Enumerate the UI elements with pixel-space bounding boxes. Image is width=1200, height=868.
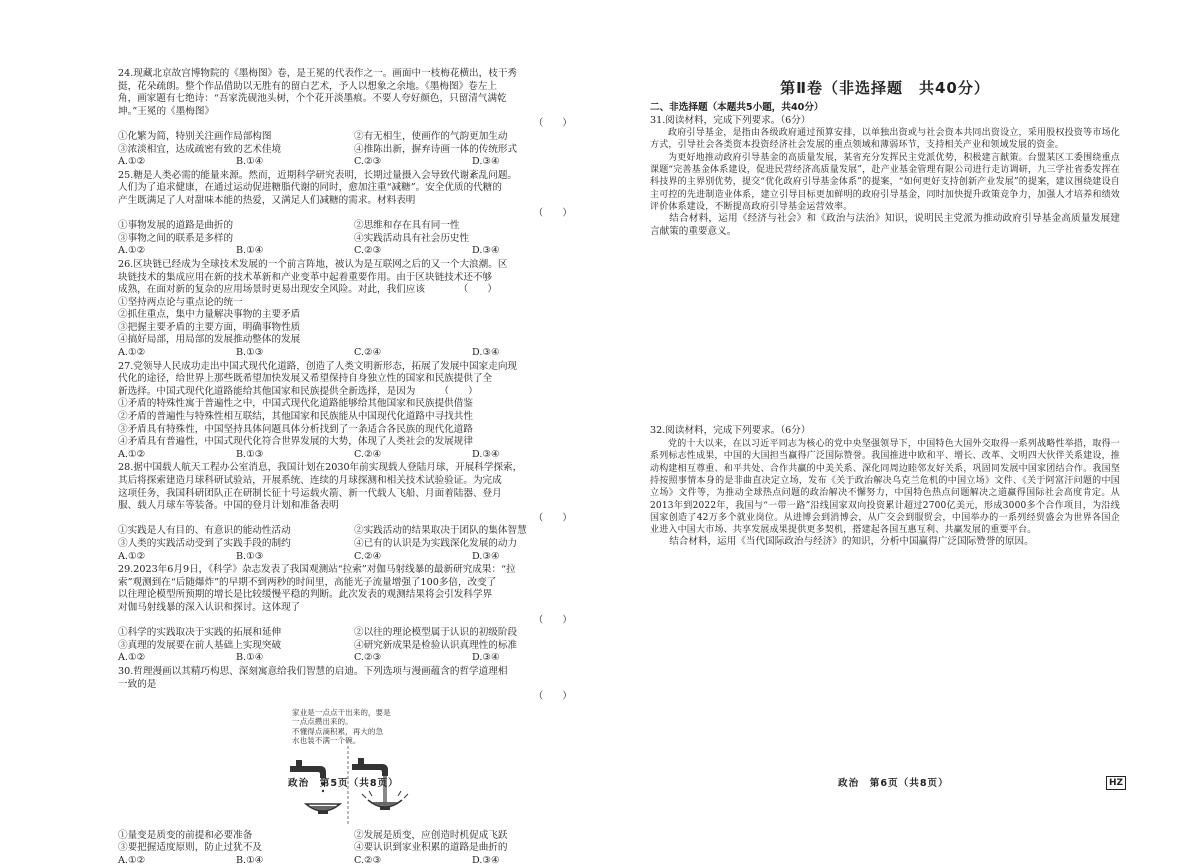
q25-line: 产生既满足了人对甜味本能的热爱，又满足人们减糖的需求。材料表明	[118, 194, 416, 206]
faucet-bowl-drawing	[288, 708, 408, 826]
choice: D.③④	[472, 652, 500, 664]
q29-answer-bracket: （ ）	[533, 614, 572, 626]
q31-material: 为更好地推动政府引导基金的高质量发展，某省充分发挥民主党派优势，积极建言献策。台盟某区工委围绕重点课题“完善基金体系建设，促进民营经济高质量发展”，赴产业基金管理有限公司进行走访调研，九三学社省委发挥在科技界的主界别优势，提交“优化政府引导基金体系”的提案，“如何更好支持创新产业发展”的提案，建议围绕建设自主可控的先进制造业体系，建立引导目标更加鲜明的政府引导基金，同时加快提升政策竞争力，加强人才培养和绩效评价体系建设，不断提高政府引导基金运营效率。	[650, 152, 1121, 212]
question-24	[118, 68, 590, 169]
q24-line: 角，画家题有七绝诗：“吾家洗砚池头树，个个花开淡墨痕。不要人夸好颜色，只留清气满乾	[118, 93, 507, 105]
q29-line: 以往理论模型所预期的增长是比较缓慢平稳的判断。此次发表的观测结果将会引发科学界	[118, 589, 493, 601]
option: ③要把握适度原则，防止过犹不及	[118, 842, 262, 854]
q31-head: 31.阅读材料，完成下列要求。（6分）	[650, 114, 811, 126]
q24-answer-bracket: （ ）	[533, 118, 572, 130]
q32-head: 32.阅读材料，完成下列要求。（6分）	[650, 425, 811, 437]
choice: C.②③	[354, 652, 382, 664]
question-30	[118, 666, 590, 868]
q25-line: 25.糖是人类必需的能量来源。然而，近期科学研究表明，长期过量摄入会导致代谢紊乱问题。	[118, 169, 518, 181]
statement: ④矛盾具有普遍性，中国式现代化符合世界发展的大势，体现了人类社会的发展规律	[118, 436, 473, 448]
q31-material: 政府引导基金，是指由各级政府通过预算安排，以单独出资或与社会资本共同出资设立，采用股权投资等市场化方式，引导社会各类资本投资经济社会发展的重点领域和薄弱环节，支持相关产业和领域发展的资金。	[650, 128, 1120, 151]
statement: ③把握主要矛盾的主要方面，明确事物性质	[118, 321, 301, 333]
option: ②发展是质变，应创造时机促成飞跃	[354, 829, 508, 841]
choice: D.③④	[472, 550, 500, 562]
option: ④已有的认识是为实践深化发展的动力	[354, 537, 518, 549]
choice: B.①③	[236, 550, 264, 562]
option: ①实践是人有目的、有意识的能动性活动	[118, 525, 291, 537]
q27-line: 代化的途径，给世界上那些既希望加快发展又希望保持自身独立性的国家和民族提供了全	[118, 373, 493, 385]
cartoon-illustration	[288, 708, 408, 826]
option: ①事物发展的道路是曲折的	[118, 220, 234, 232]
question-26	[118, 259, 590, 360]
question-27	[118, 361, 590, 462]
choice: A.①②	[118, 245, 146, 257]
q28-line: 其后将探索建造月球科研试验站，开展系统、连续的月球探测和相关技术试验验证。为完成	[118, 475, 502, 486]
option: ④研究新成果是检验认识真理性的标准	[354, 639, 518, 651]
right-column	[650, 78, 1120, 550]
q24-line: 挺，花朵疏朗。整个作品借助以无胜有的留白艺术，予人以想象之余地。《墨梅图》卷左上	[118, 80, 497, 92]
choice: B.①③	[236, 347, 264, 359]
option: ①量变是质变的前提和必要准备	[118, 829, 253, 841]
q29-options	[118, 627, 590, 652]
q27-choices	[118, 449, 590, 462]
choice: A.①②	[118, 347, 146, 359]
q29-line: 对伽马射线暴的深入认识和探讨。这体现了	[118, 601, 301, 613]
q25-options	[118, 220, 590, 245]
question-28	[118, 462, 590, 563]
q27-line: 新选择。中国式现代化道路能给其他国家和民族提供全新选择，是因为 （ ）	[118, 385, 478, 397]
option: ①化繁为简，特别关注画作局部构图	[118, 130, 272, 142]
choice: A.①②	[118, 652, 146, 664]
section-subtitle: 二、非选择题（本题共5小题，共40分）	[650, 102, 824, 113]
q29-line: 索”观测到在“后随爆炸”的早期不到两秒的时间里，高能光子流量增强了100多倍，改变了	[118, 576, 497, 588]
option: ②思维和存在具有同一性	[354, 220, 460, 232]
choice: B.①③	[236, 448, 264, 460]
page-footer-right: 政治 第6页（共8页）	[838, 778, 949, 789]
cartoon-caption-line: 家业是一点点干出来的，要是	[292, 707, 391, 717]
left-column	[118, 68, 590, 868]
option: ②有无相生，使画作的气韵更加生动	[354, 130, 508, 142]
q30-answer-bracket: （ ）	[533, 691, 572, 703]
q24-line: 坤。”王冕的《墨梅图》	[118, 105, 215, 117]
option: ③真理的发展要在前人基础上实现突破	[118, 639, 282, 651]
cartoon-caption-line: 水也装不满一个碗。	[292, 736, 361, 746]
q28-line: 服、载人月球车等装备。中国的登月计划和准备表明	[118, 500, 339, 512]
q27-line: 27.党领导人民成功走出中国式现代化道路，创造了人类文明新形态，拓展了发展中国家走向现	[118, 360, 518, 372]
q28-answer-bracket: （ ）	[533, 512, 572, 524]
q28-line: 28.据中国载人航天工程办公室消息，我国计划在2030年前实现载人登陆月球，开展科学探索，	[118, 462, 523, 474]
q26-line: 成熟，在面对新的复杂的应用场景时更易出现安全风险。对此，我们应该 （ ）	[118, 284, 497, 296]
statement: ④搞好局部，用局部的发展推动整体的发展	[118, 334, 301, 346]
choice: B.①④	[236, 652, 264, 664]
choice: D.③④	[472, 347, 500, 359]
choice: B.①④	[236, 854, 264, 866]
q30-line: 30.哲理漫画以其精巧构思、深刻寓意给我们智慧的启迪。下列选项与漫画蕴含的哲学道理相	[118, 665, 508, 677]
edition-badge: HZ	[1106, 776, 1126, 790]
q28-line: 这项任务，我国科研团队正在研制长征十号运载火箭、新一代载人飞船、月面着陆器、登月	[118, 487, 502, 499]
q24-line: 24.现藏北京故宫博物院的《墨梅图》卷，是王冕的代表作之一。画面中一枝梅花横出，枝干秀	[118, 68, 518, 79]
option: ②以往的理论模型属于认识的初级阶段	[354, 627, 518, 639]
q30-line: 一致的是	[118, 678, 157, 690]
choice: D.③④	[472, 448, 500, 460]
q25-line: 人们为了追求健康，在通过运动促进糖脂代谢的同时，愈加注重“减糖”。安全优质的代糖的	[118, 182, 502, 194]
option: ④实践活动具有社会历史性	[354, 232, 470, 244]
choice: A.①②	[118, 156, 146, 168]
q26-line: 块链技术的集成应用在新的技术革新和产业变革中起着重要作用。由于区块链技术还不够	[118, 271, 493, 283]
answer-space	[650, 239, 1120, 425]
choice: C.②③	[354, 245, 382, 257]
choice: D.③④	[472, 245, 500, 257]
q30-choices	[118, 855, 590, 868]
q28-choices	[118, 551, 590, 564]
option: ③浓淡相宜，达成疏密有致的艺术佳境	[118, 143, 282, 155]
q25-choices	[118, 245, 590, 258]
option: ②实践活动的结果取决于团队的集体智慧	[354, 525, 527, 537]
option: ④要认识到家业积累的道路是曲折的	[354, 842, 508, 854]
choice: C.②④	[354, 448, 382, 460]
page-footer-left: 政治 第5页（共8页）	[288, 778, 399, 789]
choice: C.②④	[354, 347, 382, 359]
statement: ③矛盾具有特殊性，中国坚持具体问题具体分析找到了一条适合各民族的现代化道路	[118, 423, 473, 435]
q29-choices	[118, 652, 590, 665]
q30-options	[118, 830, 590, 855]
q32-material: 党的十大以来，在以习近平同志为核心的党中央坚强领导下，中国特色大国外交取得一系列战略性举措，取得一系列标志性成果，中国的大国担当赢得广泛国际赞誉。我国推进中欧和平、增长、改革、文明四大伙伴关系建设，推动构建相互尊重、和平共处、合作共赢的中美关系、深化同周边睦邻友好关系，巩固同发展中国家团结合作。我国坚持按照事情本身的是非曲直决定立场，发布《关于政治解决乌克兰危机的中国立场》文件、《关于阿富汗问题的中国立场》文件等，为推动全球热点问题的政治解决不懈努力，中国特色热点问题解决之道赢得国际社会高度肯定。从2013年到2022年，我国与“一带一路”沿线国家双向投资累计超过2700亿美元，形成3000多个合作项目，为沿线国家创造了42万多个就业岗位。从进博会到消博会，从广交会到服贸会，中国举办的一系列经贸盛会为世界各国企业进入中国大市场、共享发展成果提供更多契机，搭建起各国互惠互利、共赢发展的重要平台。	[650, 439, 1120, 536]
q27-statements	[118, 398, 590, 448]
question-31	[650, 115, 1120, 239]
cartoon-caption-line: 不懂得点滴积累，再大的急	[292, 726, 384, 736]
choice: C.②③	[354, 854, 382, 866]
q31-task: 结合材料，运用《经济与社会》和《政治与法治》知识，说明民主党派为推动政府引导基金高质量发展建言献策的重要意义。	[650, 213, 1120, 237]
choice: D.③④	[472, 156, 500, 168]
statement: ①矛盾的特殊性寓于普遍性之中，中国式现代化道路能够给其他国家和民族提供借鉴	[118, 398, 473, 410]
section-title: 第Ⅱ卷（非选择题 共40分）	[780, 79, 990, 97]
choice: B.①④	[236, 156, 264, 168]
question-25	[118, 170, 590, 258]
question-29	[118, 564, 590, 665]
choice: D.③④	[472, 854, 500, 866]
q25-answer-bracket: （ ）	[533, 207, 572, 219]
choice: B.①④	[236, 245, 264, 257]
statement: ②矛盾的普遍性与特殊性相互联结，其他国家和民族能从中国现代化道路中寻找共性	[118, 411, 473, 423]
q32-task: 结合材料，运用《当代国际政治与经济》的知识，分析中国赢得广泛国际赞誉的原因。	[669, 536, 1034, 548]
q26-statements	[118, 297, 590, 347]
question-32	[650, 425, 1120, 549]
q26-choices	[118, 347, 590, 360]
q26-line: 26.区块链已经成为全球技术发展的一个前言阵地，被认为是互联网之后的又一个大浪潮。区	[118, 258, 508, 270]
q29-line: 29.2023年6月9日，《科学》杂志发表了我国观测站“拉索”对伽马射线暴的最新研究成果：“拉	[118, 564, 516, 576]
statement: ②抓住重点，集中力量解决事物的主要矛盾	[118, 309, 301, 321]
q28-options	[118, 525, 590, 550]
statement: ①坚持两点论与重点论的统一	[118, 296, 243, 308]
q24-choices	[118, 156, 590, 169]
q24-options	[118, 131, 590, 156]
option: ③人类的实践活动受到了实践手段的制约	[118, 537, 291, 549]
choice: A.①②	[118, 550, 146, 562]
cartoon-caption-line: 一点点攒出来的。	[292, 717, 353, 727]
option: ③事物之间的联系是多样的	[118, 232, 234, 244]
option: ④推陈出新，摒弃诗画一体的传统形式	[354, 143, 518, 155]
choice: A.①②	[118, 448, 146, 460]
choice: C.②④	[354, 550, 382, 562]
option: ①科学的实践取决于实践的拓展和延伸	[118, 627, 282, 639]
choice: A.①②	[118, 854, 146, 866]
choice: C.②③	[354, 156, 382, 168]
